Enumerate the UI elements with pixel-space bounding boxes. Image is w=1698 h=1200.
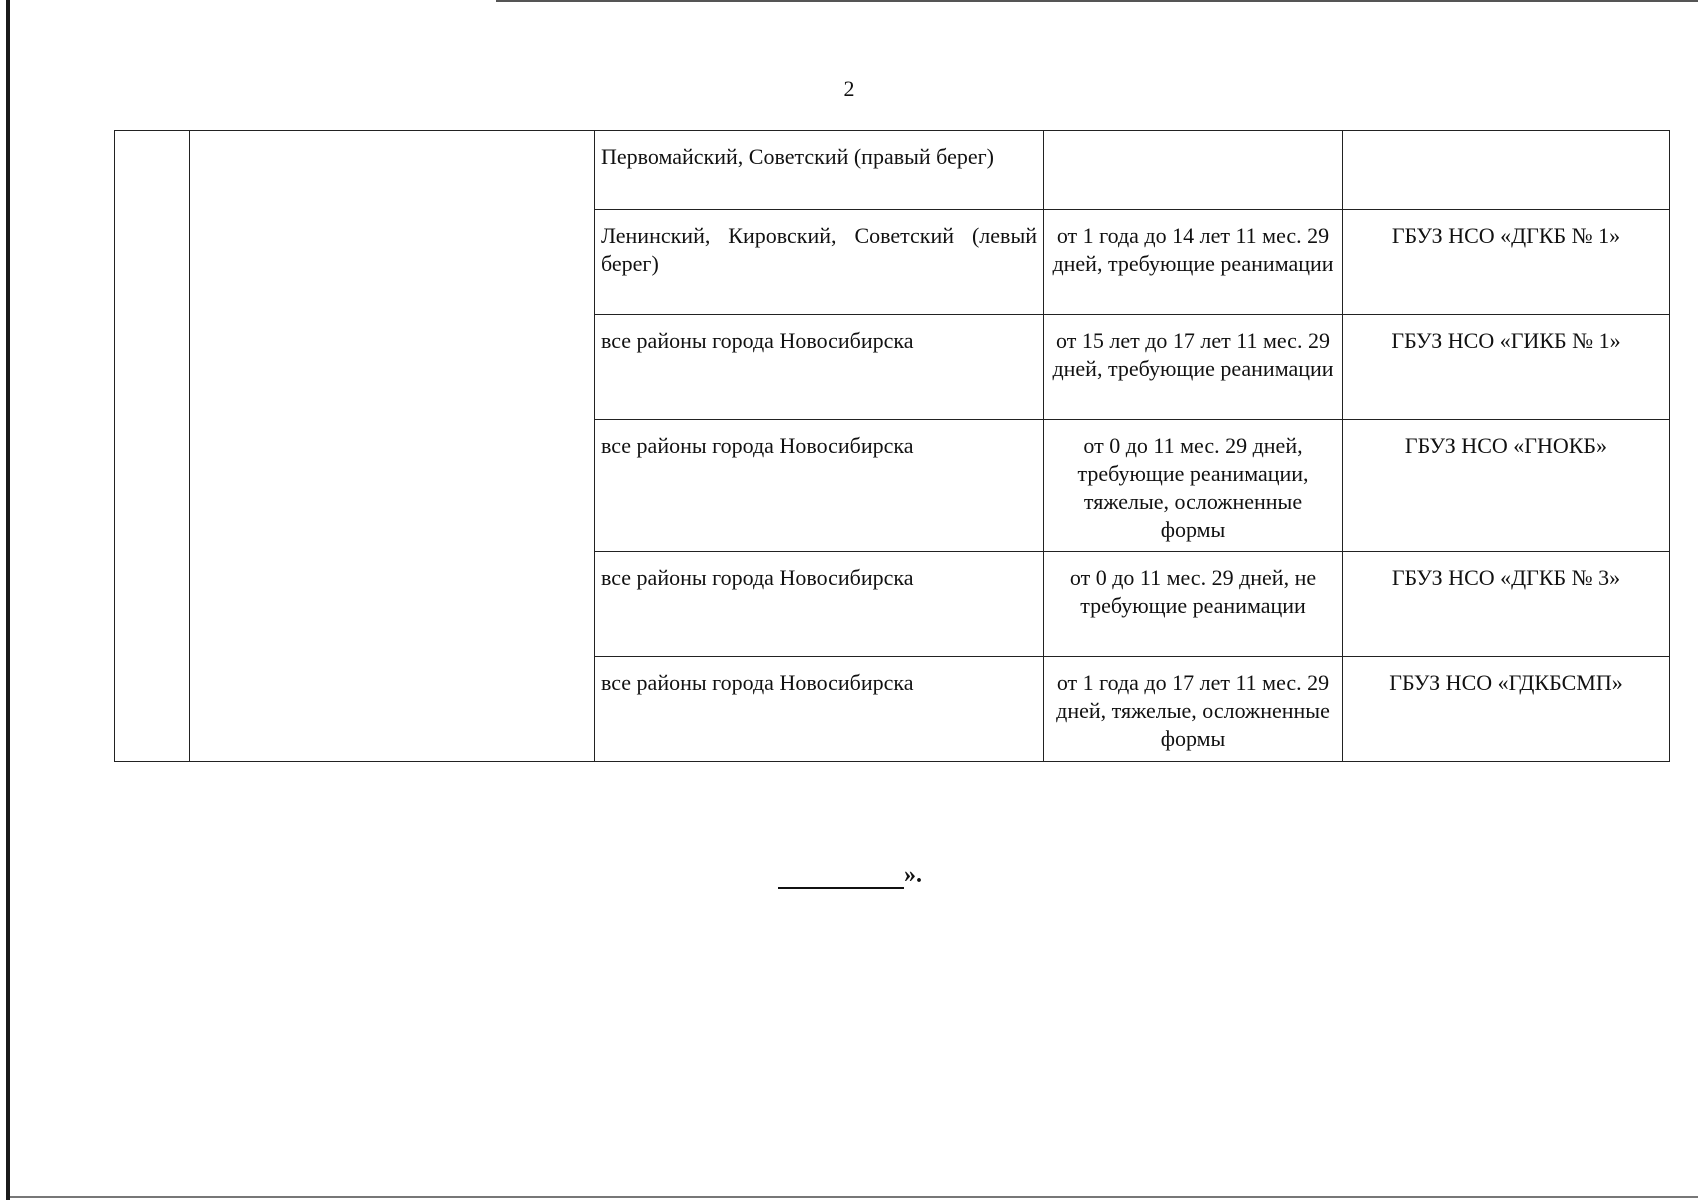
closing-quote: ». <box>904 862 922 888</box>
row-number-cell <box>115 131 190 762</box>
scan-border-bottom <box>10 1196 1698 1198</box>
organization-cell: ГБУЗ НСО «ДГКБ № 3» <box>1343 552 1670 657</box>
district-cell: все районы города Новосибирска <box>595 657 1044 762</box>
age-cell: от 0 до 11 мес. 29 дней, не требующие реанимации <box>1044 552 1343 657</box>
district-cell: все районы города Новосибирска <box>595 315 1044 420</box>
district-cell: Ленинский, Кировский, Советский (левый берег) <box>595 210 1044 315</box>
scan-border-top <box>496 0 1698 2</box>
organization-cell: ГБУЗ НСО «ГНОКБ» <box>1343 420 1670 552</box>
age-cell: от 1 года до 14 лет 11 мес. 29 дней, требующие реанимации <box>1044 210 1343 315</box>
age-cell <box>1044 131 1343 210</box>
organization-cell <box>1343 131 1670 210</box>
hospitalization-table <box>114 130 1670 762</box>
age-cell: от 1 года до 17 лет 11 мес. 29 дней, тяжелые, осложненные формы <box>1044 657 1343 762</box>
closing-mark <box>778 862 922 889</box>
page-number: 2 <box>843 76 855 101</box>
district-cell: все районы города Новосибирска <box>595 552 1044 657</box>
age-cell: от 15 лет до 17 лет 11 мес. 29 дней, требующие реанимации <box>1044 315 1343 420</box>
age-cell: от 0 до 11 мес. 29 дней, требующие реанимации, тяжелые, осложненные формы <box>1044 420 1343 552</box>
service-cell <box>190 131 595 762</box>
district-cell: все районы города Новосибирска <box>595 420 1044 552</box>
scan-border-left <box>6 0 10 1200</box>
organization-cell: ГБУЗ НСО «ГИКБ № 1» <box>1343 315 1670 420</box>
district-cell: Первомайский, Советский (правый берег) <box>595 131 1044 210</box>
organization-cell: ГБУЗ НСО «ГДКБСМП» <box>1343 657 1670 762</box>
table-row <box>115 131 1670 210</box>
organization-cell: ГБУЗ НСО «ДГКБ № 1» <box>1343 210 1670 315</box>
closing-underline <box>778 863 904 889</box>
